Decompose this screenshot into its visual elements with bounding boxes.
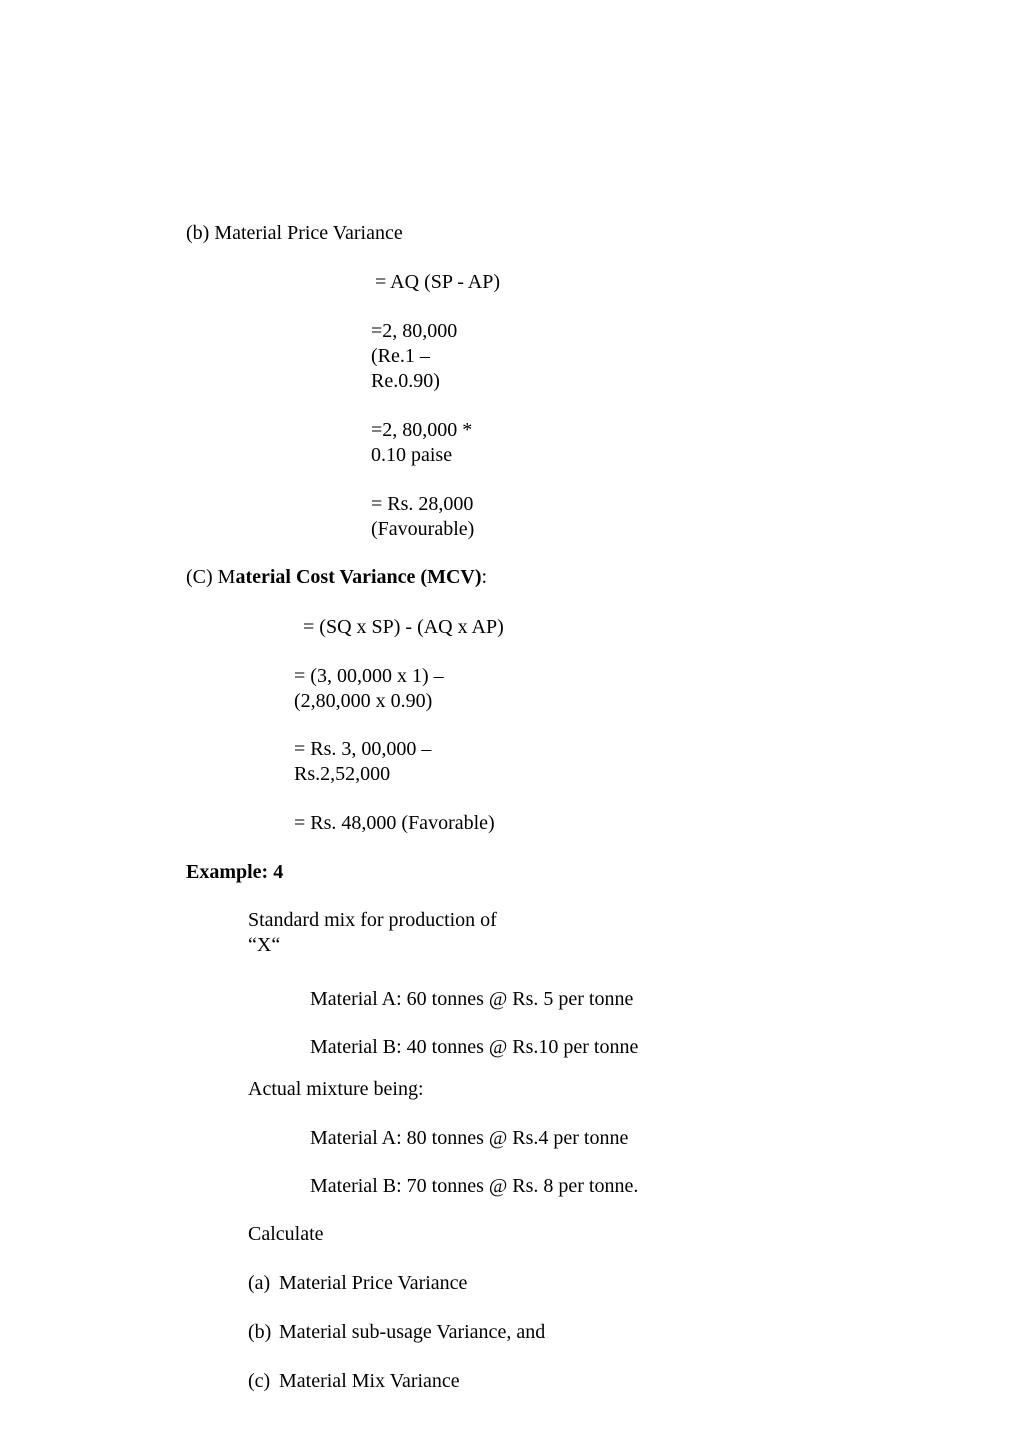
mpv-step2-line1: =2, 80,000 * [371,419,473,441]
mcv-heading-bold: aterial Cost Variance (MCV) [235,566,482,588]
example-heading: Example: 4 [186,861,284,883]
mcv-heading-prefix: (C) M [186,566,236,588]
mcv-step1-line2: (2,80,000 x 0.90) [294,690,433,712]
mcv-step2-line2: Rs.2,52,000 [294,763,391,785]
standard-intro-line2: “X“ [248,934,281,956]
mpv-step2-line2: 0.10 paise [371,444,453,466]
task-c-text: Material Mix Variance [279,1370,460,1392]
standard-item-a: Material A: 60 tonnes @ Rs. 5 per tonne [310,988,634,1010]
task-c-marker: (c) [248,1370,271,1392]
actual-item-b: Material B: 70 tonnes @ Rs. 8 per tonne. [310,1175,639,1197]
actual-item-a: Material A: 80 tonnes @ Rs.4 per tonne [310,1127,629,1149]
mpv-result-line1: = Rs. 28,000 [371,493,474,515]
task-a-marker: (a) [248,1272,271,1294]
mcv-step2-line1: = Rs. 3, 00,000 – [294,738,432,760]
task-b-marker: (b) [248,1321,272,1343]
mcv-heading-suffix: : [481,566,488,588]
mpv-formula: = AQ (SP - AP) [375,271,501,293]
calculate-label: Calculate [248,1223,324,1245]
mpv-heading: (b) Material Price Variance [186,222,403,244]
mcv-formula: = (SQ x SP) - (AQ x AP) [303,616,504,638]
mcv-result: = Rs. 48,000 (Favorable) [294,812,495,834]
mcv-heading [186,565,487,590]
mcv-step1-line1: = (3, 00,000 x 1) – [294,665,444,687]
standard-intro-line1: Standard mix for production of [248,909,497,931]
actual-intro: Actual mixture being: [248,1078,424,1100]
mpv-step1-line3: Re.0.90) [371,370,440,392]
task-a-text: Material Price Variance [279,1272,468,1294]
task-b-text: Material sub-usage Variance, and [279,1321,546,1343]
mpv-step1-line1: =2, 80,000 [371,320,458,342]
mpv-result-line2: (Favourable) [371,518,475,540]
standard-item-b: Material B: 40 tonnes @ Rs.10 per tonne [310,1036,639,1058]
mpv-step1-line2: (Re.1 – [371,345,430,367]
